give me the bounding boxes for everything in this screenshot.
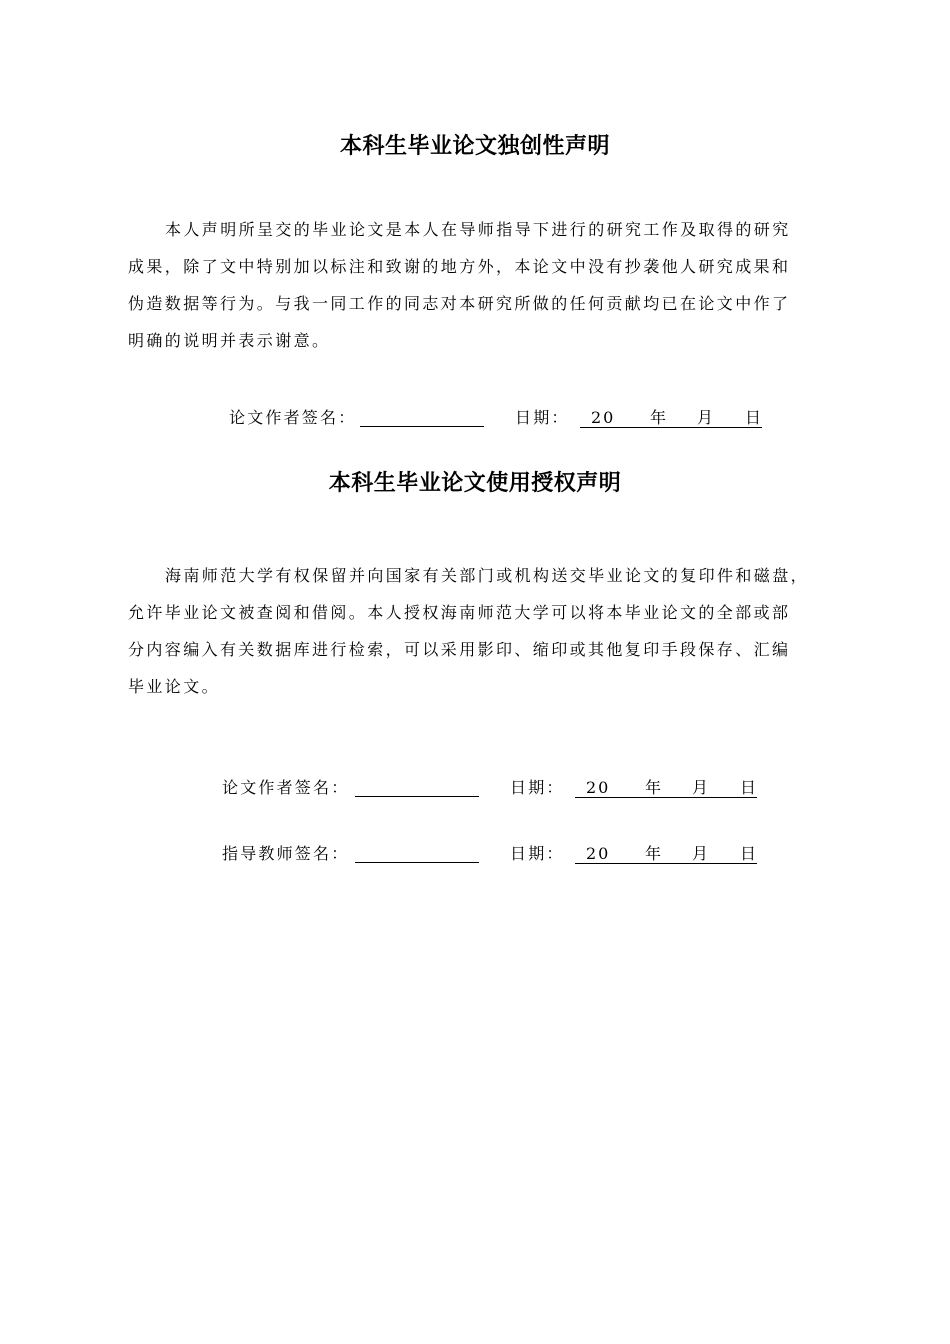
advisor-signature-field[interactable] xyxy=(355,862,479,863)
date-day-unit: 日 xyxy=(740,844,759,863)
author-signature-label: 论文作者签名： xyxy=(229,408,357,427)
date-label: 日期： xyxy=(515,408,570,427)
date-field[interactable] xyxy=(575,842,757,864)
date-field[interactable] xyxy=(575,776,757,798)
date-month-unit: 月 xyxy=(692,844,711,863)
date-year-unit: 年 xyxy=(645,778,664,797)
paragraph-line: 毕业论文。 xyxy=(128,677,221,696)
originality-signature-row xyxy=(229,406,769,430)
paragraph-line: 明确的说明并表示谢意。 xyxy=(128,331,331,350)
paragraph-line: 伪造数据等行为。与我一同工作的同志对本研究所做的任何贡献均已在论文中作了 xyxy=(128,294,791,313)
paragraph-line: 海南师范大学有权保留并向国家有关部门或机构送交毕业论文的复印件和磁盘， xyxy=(165,566,810,585)
date-year-prefix: 20 xyxy=(586,778,611,797)
date-year-unit: 年 xyxy=(645,844,664,863)
author-signature-label: 论文作者签名： xyxy=(222,778,350,797)
paragraph-line: 成果，除了文中特别加以标注和致谢的地方外，本论文中没有抄袭他人研究成果和 xyxy=(128,257,791,276)
date-year-prefix: 20 xyxy=(586,844,611,863)
date-field[interactable] xyxy=(580,406,762,428)
author-signature-field[interactable] xyxy=(360,426,484,427)
originality-paragraph xyxy=(128,211,828,359)
authorization-author-signature-row xyxy=(222,776,762,800)
date-year-prefix: 20 xyxy=(591,408,616,427)
date-month-unit: 月 xyxy=(692,778,711,797)
date-month-unit: 月 xyxy=(697,408,716,427)
date-label: 日期： xyxy=(510,844,565,863)
paragraph-line: 本人声明所呈交的毕业论文是本人在导师指导下进行的研究工作及取得的研究 xyxy=(165,220,791,239)
authorization-paragraph xyxy=(128,557,828,705)
date-day-unit: 日 xyxy=(740,778,759,797)
date-label: 日期： xyxy=(510,778,565,797)
paragraph-line: 分内容编入有关数据库进行检索，可以采用影印、缩印或其他复印手段保存、汇编 xyxy=(128,640,791,659)
authorization-advisor-signature-row xyxy=(222,842,762,866)
date-year-unit: 年 xyxy=(650,408,669,427)
originality-title: 本科生毕业论文独创性声明 xyxy=(339,134,610,159)
paragraph-line: 允许毕业论文被查阅和借阅。本人授权海南师范大学可以将本毕业论文的全部或部 xyxy=(128,603,791,622)
date-day-unit: 日 xyxy=(745,408,764,427)
advisor-signature-label: 指导教师签名： xyxy=(222,844,350,863)
authorization-title: 本科生毕业论文使用授权声明 xyxy=(328,471,622,496)
author-signature-field[interactable] xyxy=(355,796,479,797)
